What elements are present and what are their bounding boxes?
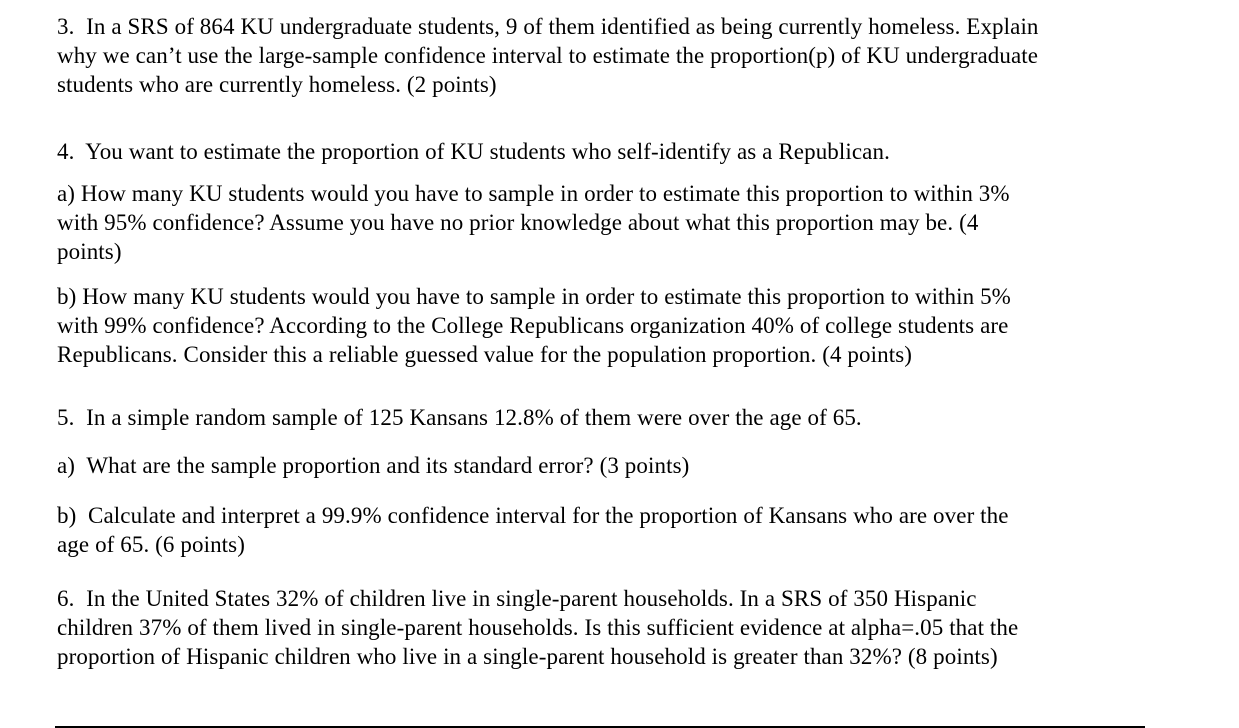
text-line: 3. In a SRS of 864 KU undergraduate students, 9 of them identified as being currently homeless. Explain bbox=[57, 14, 1039, 39]
question-4a bbox=[57, 179, 1189, 266]
text-line: 6. In the United States 32% of children live in single-parent households. In a SRS of 350 Hispanic bbox=[57, 586, 977, 611]
text-line: children 37% of them lived in single-parent households. Is this sufficient evidence at alpha=.05 that the bbox=[57, 615, 1019, 640]
question-5a bbox=[57, 451, 1189, 480]
question-5-intro bbox=[57, 403, 1189, 432]
text-line: proportion of Hispanic children who live in a single-parent household is greater than 32%? (8 points) bbox=[57, 644, 998, 669]
text-line: students who are currently homeless. (2 points) bbox=[57, 72, 497, 97]
text-line: b) Calculate and interpret a 99.9% confidence interval for the proportion of Kansans who are over the bbox=[57, 503, 1009, 528]
text-line: age of 65. (6 points) bbox=[57, 532, 245, 557]
question-4-intro bbox=[57, 137, 1189, 166]
question-5b bbox=[57, 501, 1189, 559]
question-4b bbox=[57, 282, 1189, 369]
text-line: with 99% confidence? According to the College Republicans organization 40% of college students are bbox=[57, 313, 1009, 338]
text-line: Republicans. Consider this a reliable guessed value for the population proportion. (4 points) bbox=[57, 342, 913, 367]
question-6 bbox=[57, 584, 1189, 671]
question-3 bbox=[57, 12, 1189, 99]
text-line: points) bbox=[57, 239, 122, 264]
text-line: 4. You want to estimate the proportion of KU students who self-identify as a Republican. bbox=[57, 139, 890, 164]
text-line: with 95% confidence? Assume you have no prior knowledge about what this proportion may be. (4 bbox=[57, 210, 979, 235]
text-line: a) How many KU students would you have to sample in order to estimate this proportion to within 3% bbox=[57, 181, 1010, 206]
text-line: why we can’t use the large-sample confidence interval to estimate the proportion(p) of KU undergraduate bbox=[57, 43, 1039, 68]
text-line: a) What are the sample proportion and its standard error? (3 points) bbox=[57, 453, 690, 478]
text-line: 5. In a simple random sample of 125 Kansans 12.8% of them were over the age of 65. bbox=[57, 405, 862, 430]
text-line: b) How many KU students would you have to sample in order to estimate this proportion to within 5% bbox=[57, 284, 1011, 309]
